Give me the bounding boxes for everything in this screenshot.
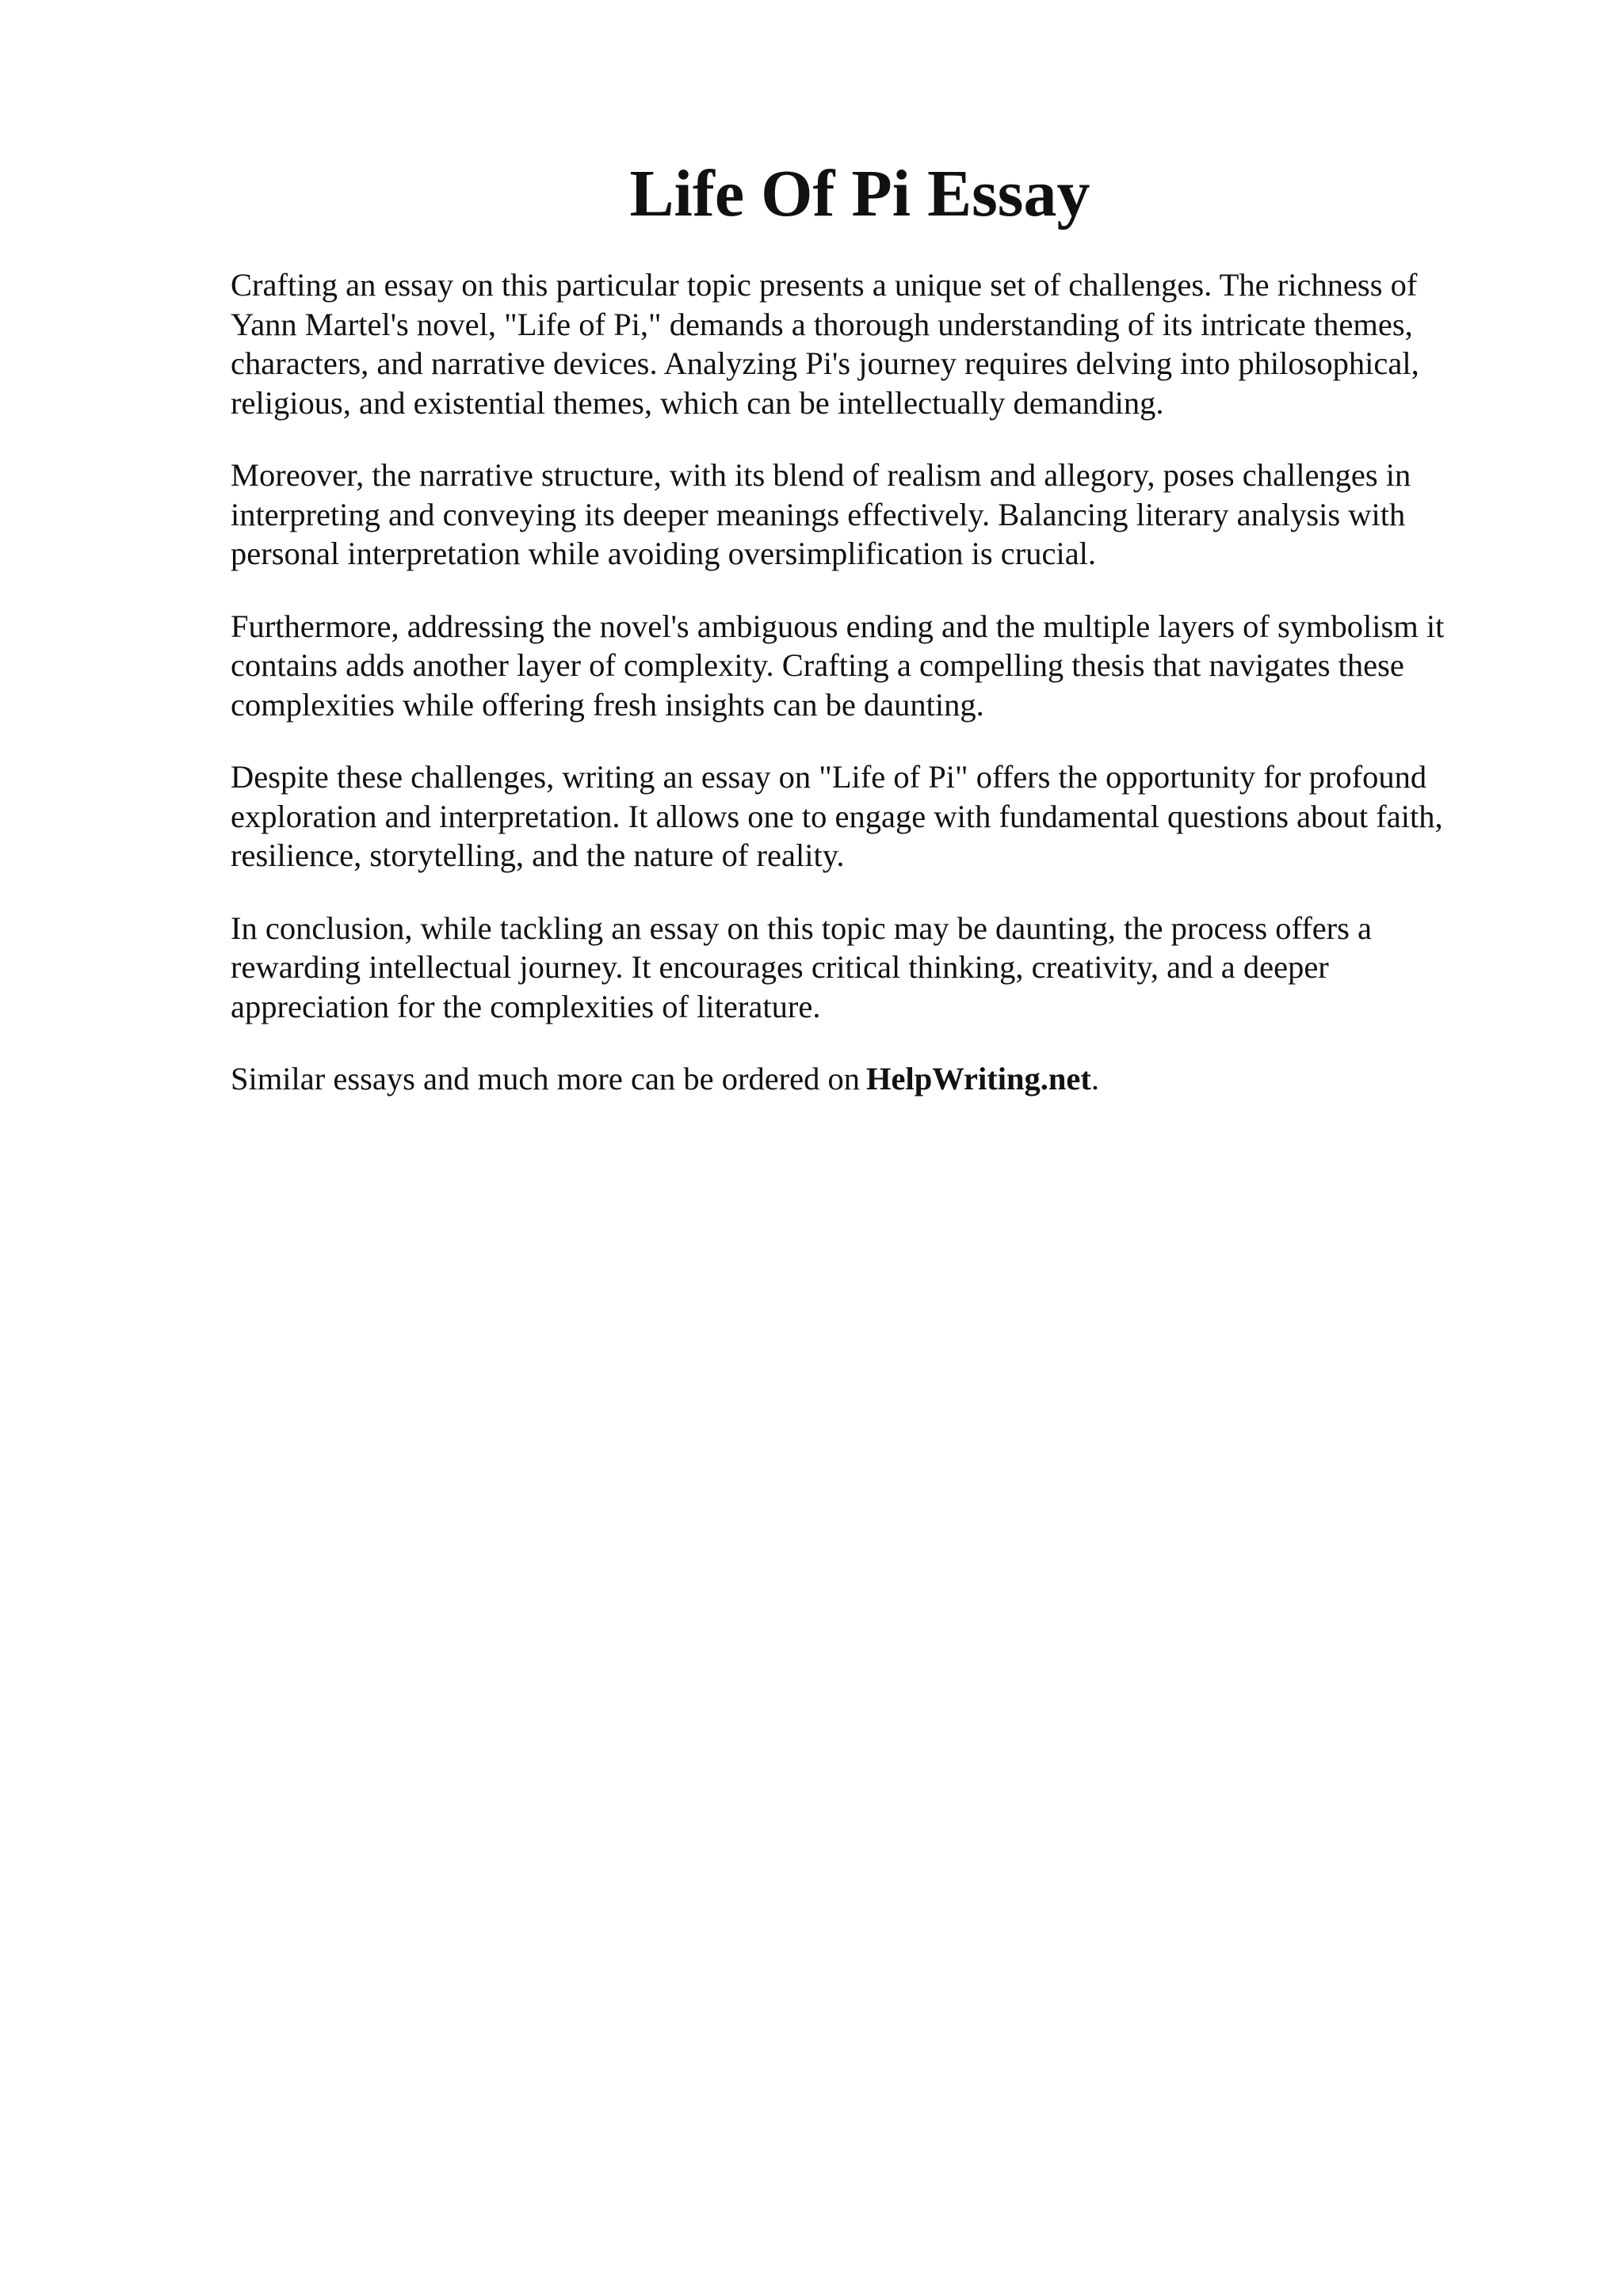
footer-suffix: . [1090,1061,1100,1097]
document-body [231,265,1483,1099]
paragraph-5: In conclusion, while tackling an essay on this topic may be daunting, the process offers a rewarding intellectual journey. It encourages critical thinking, creativity, and a deeper appreciation for the complexities of literature. [231,910,1373,1024]
footer-line [231,1059,1483,1099]
document-title: Life Of Pi Essay [629,157,1090,231]
paragraph-3: Furthermore, addressing the novel's ambiguous ending and the multiple layers of symbolism it contains adds another layer of complexity. Crafting a compelling thesis that navigates these complexities while offering fresh insights can be daunting. [231,608,1445,723]
paragraph-1: Crafting an essay on this particular topic presents a unique set of challenges. The richness of Yann Martel's novel, "Life of Pi," demands a thorough understanding of its intricate themes, characters, and narrative devices. Analyzing Pi's journey requires delving into philosophical, religious, and existential themes, which can be intellectually demanding. [231,267,1419,421]
footer-prefix: Similar essays and much more can be ordered on [231,1061,861,1097]
helpwriting-link[interactable]: HelpWriting.net [866,1061,1091,1097]
paragraph-4: Despite these challenges, writing an essay on "Life of Pi" offers the opportunity for profound exploration and interpretation. It allows one to engage with fundamental questions about faith, resilience, storytelling, and the nature of reality. [231,759,1443,873]
paragraph-2: Moreover, the narrative structure, with its blend of realism and allegory, poses challenges in interpreting and conveying its deeper meanings effectively. Balancing literary analysis with personal interpretation while avoiding oversimplification is crucial. [231,457,1411,571]
